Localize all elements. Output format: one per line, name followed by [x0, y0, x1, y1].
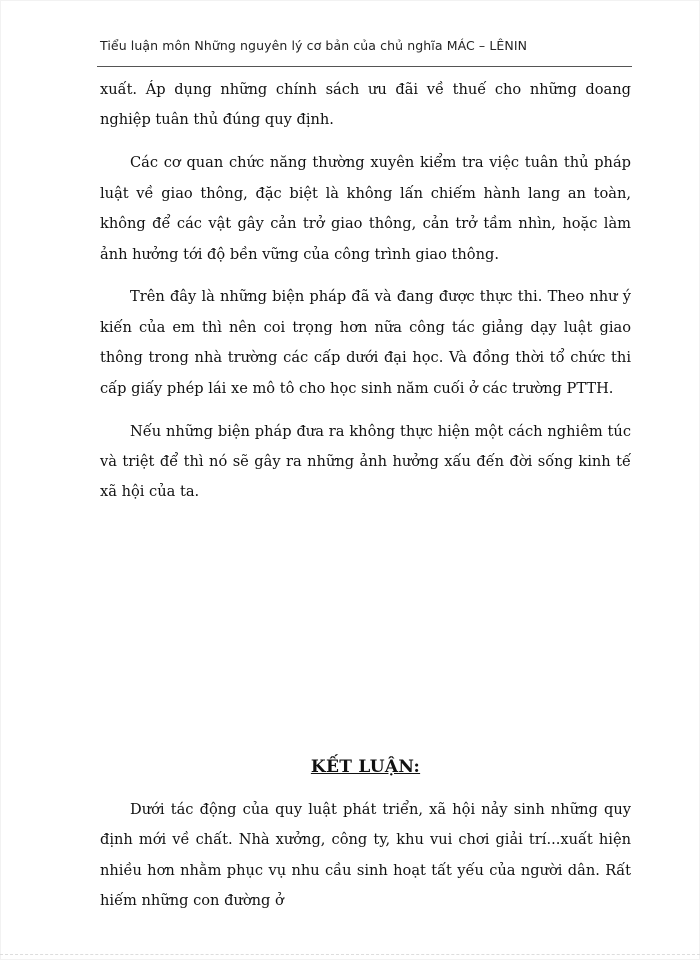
- document-body: [100, 75, 631, 520]
- body-paragraph-2: Các cơ quan chức năng thường xuyên kiểm tra việc tuân thủ pháp luật về giao thông, đặc biệt là không lấn chiếm hành lang an toàn, không để các vật gây cản trở giao thông, cản trở tầm nhìn, hoặc làm ảnh hưởng tới độ bền vững của công trình giao thông.: [100, 154, 631, 263]
- running-header: Tiểu luận môn Những nguyên lý cơ bản của chủ nghĩa MÁC – LÊNIN: [100, 38, 528, 53]
- page-bottom-divider: [0, 954, 700, 955]
- body-paragraph-3: Trên đây là những biện pháp đã và đang được thực thi. Theo như ý kiến của em thì nên coi trọng hơn nữa công tác giảng dạy luật giao thông trong nhà trường các cấp dưới đại học. Và đồng thời tổ chức thi cấp giấy phép lái xe mô tô cho học sinh năm cuối ở các trường PTTH.: [100, 288, 631, 397]
- conclusion-body: [100, 795, 631, 917]
- conclusion-paragraph: Dưới tác động của quy luật phát triển, xã hội nảy sinh những quy định mới về chất. Nhà xưởng, công ty, khu vui chơi giải trí...xuất hiện nhiều hơn nhằm phục vụ nhu cầu sinh hoạt tất yếu của người dân. Rất hiếm những con đường ở: [100, 801, 631, 910]
- header-divider: [97, 66, 632, 67]
- body-paragraph-4: Nếu những biện pháp đưa ra không thực hiện một cách nghiêm túc và triệt để thì nó sẽ gây ra những ảnh hưởng xấu đến đời sống kinh tế xã hội của ta.: [100, 422, 631, 501]
- body-paragraph-1: xuất. Áp dụng những chính sách ưu đãi về thuế cho những doang nghiệp tuân thủ đúng quy định.: [100, 81, 631, 129]
- conclusion-heading: KẾT LUẬN:: [310, 757, 421, 777]
